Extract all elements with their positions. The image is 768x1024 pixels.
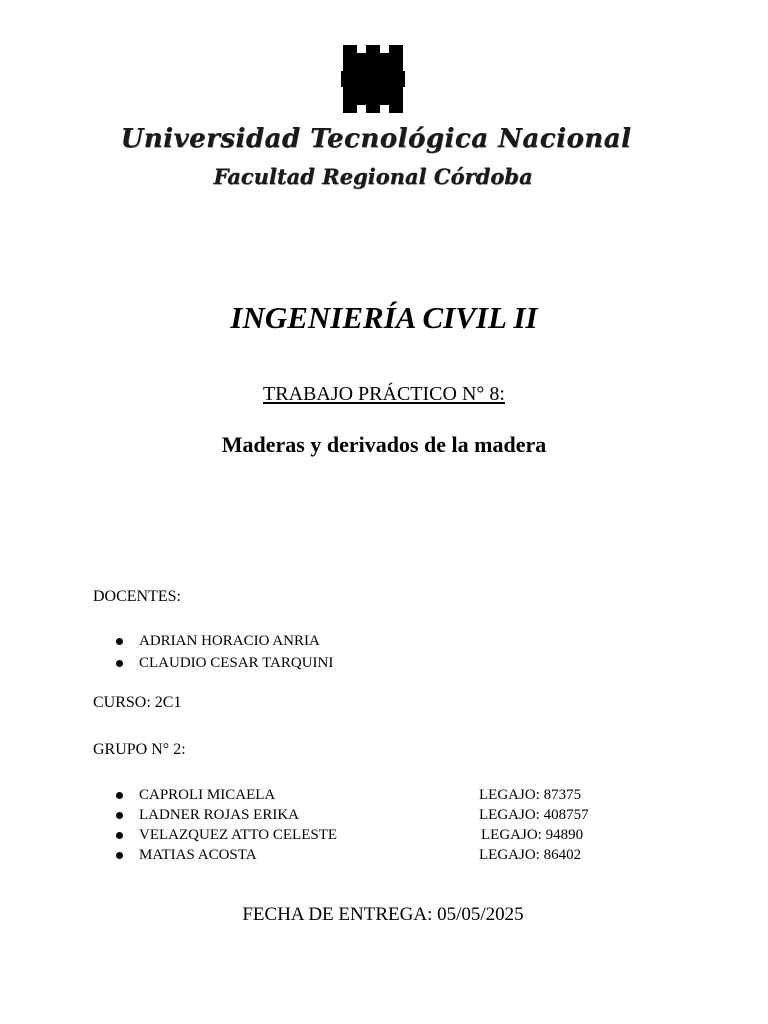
fecha-entrega: FECHA DE ENTREGA: 05/05/2025 [242,904,524,925]
bullet-icon [116,852,123,859]
bullet-icon [116,832,123,839]
member-legajo: LEGAJO: 408757 [479,807,589,823]
assignment-number: TRABAJO PRÁCTICO N° 8: [263,383,505,405]
member-legajo: LEGAJO: 87375 [479,787,582,803]
bullet-icon [116,660,123,667]
curso-label: CURSO: 2C1 [93,694,182,711]
member-name: CAPROLI MICAELA [139,787,276,803]
member-name: VELAZQUEZ ATTO CELESTE [139,827,338,843]
grupo-label: GRUPO N° 2: [93,741,186,758]
utn-logo-icon [341,45,405,113]
member-legajo: LEGAJO: 94890 [481,827,584,843]
docentes-label: DOCENTES: [93,588,181,605]
faculty-name: Facultad Regional Córdoba [213,164,533,189]
member-name: LADNER ROJAS ERIKA [139,807,300,823]
assignment-subject: Maderas y derivados de la madera [221,432,547,457]
docente-name: CLAUDIO CESAR TARQUINI [139,655,334,671]
member-name: MATIAS ACOSTA [139,847,257,863]
bullet-icon [116,792,123,799]
bullet-icon [116,638,123,645]
docente-name: ADRIAN HORACIO ANRIA [139,633,320,649]
bullet-icon [116,812,123,819]
course-title: INGENIERÍA CIVIL II [230,300,538,335]
university-name: Universidad Tecnológica Nacional [120,124,632,154]
member-legajo: LEGAJO: 86402 [479,847,582,863]
